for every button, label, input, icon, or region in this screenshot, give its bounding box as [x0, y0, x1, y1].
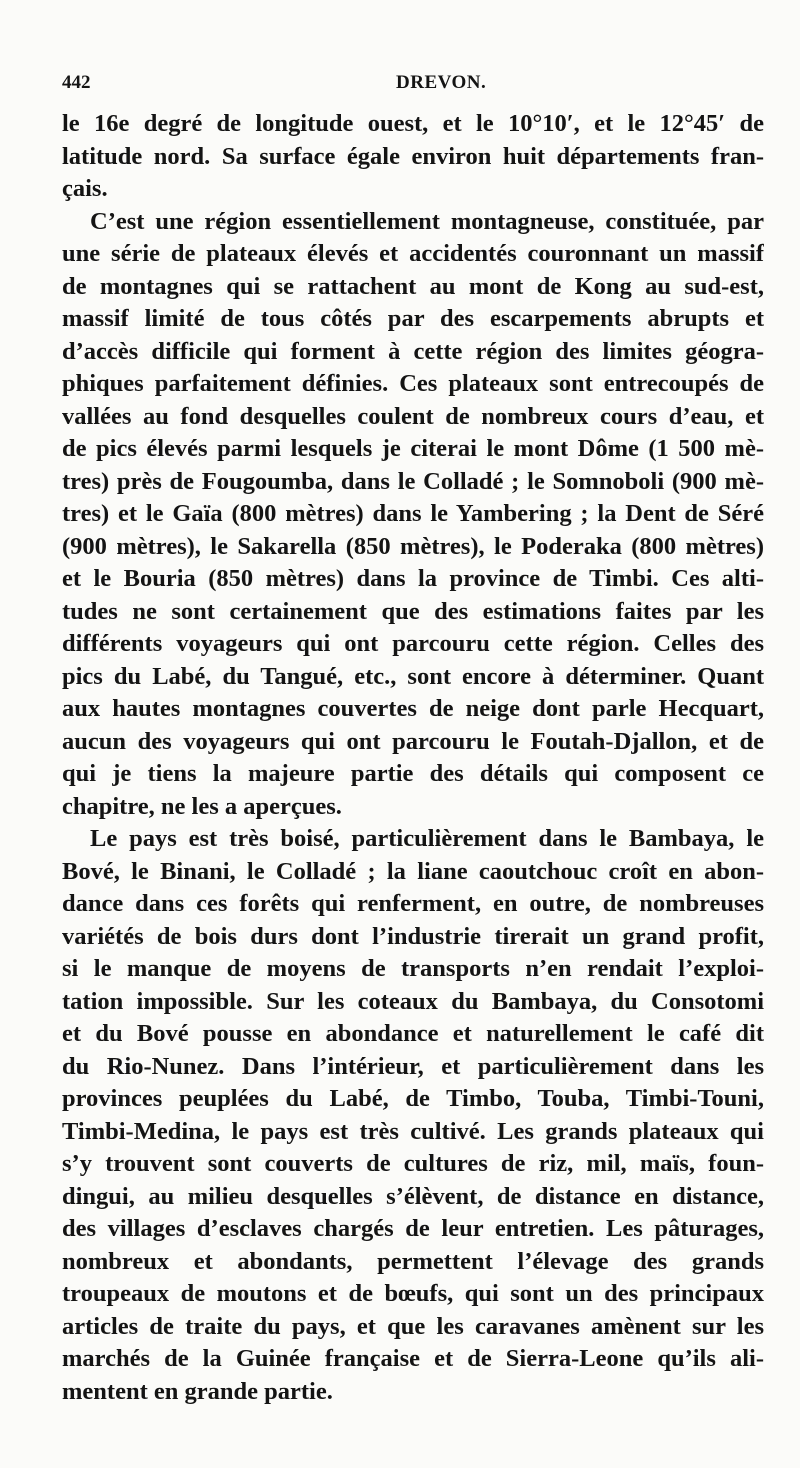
text-line: dance dans ces forêts qui renferment, en outre, de nombreuses: [62, 890, 764, 917]
text-line: qui je tiens la majeure partie des détails qui composent ce: [62, 760, 764, 787]
text-line: différents voyageurs qui ont parcouru cette région. Celles des: [62, 630, 764, 657]
text-line: dingui, au milieu desquelles s’élèvent, de distance en distance,: [62, 1182, 764, 1210]
text-line: des villages d’esclaves chargés de leur entretien. Les pâturages,: [62, 1215, 764, 1242]
text-line: si le manque de moyens de transports n’en rendait l’exploi-: [62, 955, 764, 982]
page-header: [62, 72, 758, 102]
body-text: [62, 108, 764, 1408]
text-line: d’accès difficile qui forment à cette région des limites géogra-: [62, 337, 764, 365]
text-line: provinces peuplées du Labé, de Timbo, Touba, Timbi-Touni,: [62, 1085, 764, 1112]
text-line: latitude nord. Sa surface égale environ huit départements fran-: [62, 142, 764, 170]
text-line: et le Bouria (850 mètres) dans la province de Timbi. Ces alti-: [62, 565, 764, 592]
text-line: et du Bové pousse en abondance et naturellement le café dit: [62, 1020, 764, 1047]
text-line: tres) près de Fougoumba, dans le Colladé ; le Somnoboli (900 mè-: [62, 467, 764, 495]
text-line: phiques parfaitement définies. Ces plateaux sont entrecoupés de: [62, 370, 764, 397]
paragraph-start-line: Le pays est très boisé, particulièrement dans le Bambaya, le: [90, 825, 764, 852]
text-line: (900 mètres), le Sakarella (850 mètres), le Poderaka (800 mètres): [62, 532, 764, 560]
text-line: le 16e degré de longitude ouest, et le 10°10′, et le 12°45′ de: [62, 110, 764, 137]
text-line: Timbi-Medina, le pays est très cultivé. Les grands plateaux qui: [62, 1117, 764, 1145]
page-number: 442: [62, 72, 91, 93]
text-line: tation impossible. Sur les coteaux du Bambaya, du Consotomi: [62, 987, 764, 1015]
text-line: vallées au fond desquelles coulent de nombreux cours d’eau, et: [62, 402, 764, 430]
text-line: pics du Labé, du Tangué, etc., sont encore à déterminer. Quant: [62, 662, 764, 690]
text-line: aux hautes montagnes couvertes de neige dont parle Hecquart,: [62, 695, 764, 722]
text-line: Bové, le Binani, le Colladé ; la liane caoutchouc croît en abon-: [62, 857, 764, 885]
text-line: variétés de bois durs dont l’industrie tirerait un grand profit,: [62, 922, 764, 950]
text-line: articles de traite du pays, et que les caravanes amènent sur les: [62, 1312, 764, 1340]
text-line: une série de plateaux élevés et accidentés couronnant un massif: [62, 240, 764, 267]
paragraph-start-line: C’est une région essentiellement montagneuse, constituée, par: [90, 207, 764, 235]
text-line: tres) et le Gaïa (800 mètres) dans le Yambering ; la Dent de Séré: [62, 500, 764, 527]
text-line: tudes ne sont certainement que des estimations faites par les: [62, 597, 764, 625]
text-line: aucun des voyageurs qui ont parcouru le Foutah-Djallon, et de: [62, 727, 764, 755]
text-line: mentent en grande partie.: [62, 1377, 333, 1405]
text-line: chapitre, ne les a aperçues.: [62, 792, 342, 820]
text-line: de montagnes qui se rattachent au mont de Kong au sud-est,: [62, 272, 764, 300]
text-line: massif limité de tous côtés par des escarpements abrupts et: [62, 305, 764, 332]
text-line: çais.: [62, 175, 108, 202]
text-line: du Rio-Nunez. Dans l’intérieur, et particulièrement dans les: [62, 1052, 764, 1080]
text-line: marchés de la Guinée française et de Sierra-Leone qu’ils ali-: [62, 1345, 764, 1372]
text-line: troupeaux de moutons et de bœufs, qui sont un des principaux: [62, 1280, 764, 1307]
text-line: s’y trouvent sont couverts de cultures de riz, mil, maïs, foun-: [62, 1150, 764, 1177]
text-line: nombreux et abondants, permettent l’élevage des grands: [62, 1247, 764, 1275]
running-title: DREVON.: [396, 72, 487, 93]
text-line: de pics élevés parmi lesquels je citerai le mont Dôme (1 500 mè-: [62, 435, 764, 462]
